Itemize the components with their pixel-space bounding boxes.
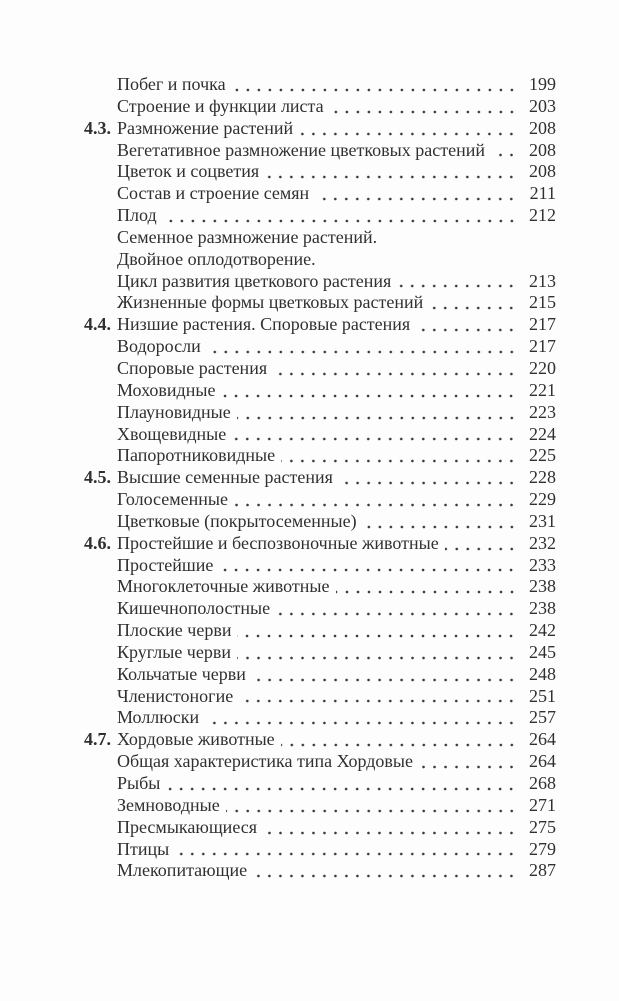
toc-section-number: [84, 249, 117, 271]
toc-entry-title: Земноводные: [117, 794, 220, 815]
toc-entry-title: Споровые растения: [117, 357, 268, 378]
toc-entry-title: Плауновидные: [117, 401, 231, 422]
toc-entry: [84, 227, 556, 249]
toc-list: [84, 74, 556, 882]
toc-entry: [84, 576, 556, 598]
toc-page-number: 208: [529, 139, 556, 160]
leader-dots-icon: [175, 839, 520, 861]
toc-page-number: 268: [529, 773, 556, 793]
toc-page-number: 228: [529, 467, 556, 488]
leader-dots-icon: [397, 271, 520, 293]
toc-section-number: [84, 860, 117, 882]
toc-section-number: [84, 489, 117, 511]
toc-entry: [84, 336, 556, 358]
toc-section-number: 4.4.: [84, 314, 111, 335]
toc-entry-title: Цветок и соцветия: [117, 161, 260, 182]
toc-entry: [84, 555, 556, 577]
toc-page-number: 229: [529, 489, 556, 510]
toc-section-number: [84, 183, 117, 205]
toc-section-number: [84, 445, 117, 467]
toc-section-number: [84, 817, 117, 839]
toc-entry-title: Моховидные: [117, 379, 216, 400]
toc-entry: [84, 161, 556, 183]
leader-dots-icon: [336, 576, 520, 598]
toc-page-number: 213: [529, 270, 556, 291]
leader-dots-icon: [232, 74, 520, 96]
toc-entry-title: Состав и строение семян: [117, 183, 310, 204]
leader-dots-icon: [205, 707, 520, 729]
toc-entry: [84, 74, 556, 96]
leader-dots-icon: [445, 533, 520, 555]
toc-page-number: 248: [529, 663, 556, 684]
toc-entry-title: Плод: [117, 205, 157, 226]
toc-section-number: [84, 74, 117, 96]
toc-entry: [84, 642, 556, 664]
toc-section-number: [84, 96, 117, 118]
toc-entry-title: Голосеменные: [117, 489, 228, 510]
toc-entry-title: Млекопитающие: [117, 860, 248, 881]
toc-entry: [84, 707, 556, 729]
toc-section-number: [84, 839, 117, 861]
leader-dots-icon: [253, 860, 520, 882]
toc-entry-title: Многоклеточные животные: [117, 576, 330, 597]
toc-entry-title: Хордовые животные: [117, 729, 275, 750]
leader-dots-icon: [383, 227, 520, 249]
toc-section-number: [84, 140, 117, 162]
toc-entry: [84, 445, 556, 467]
leader-dots-icon: [237, 402, 520, 424]
toc-entry: [84, 358, 556, 380]
toc-section-number: [84, 686, 117, 708]
toc-page-number: 208: [529, 161, 556, 182]
leader-dots-icon: [219, 555, 520, 577]
toc-entry: [84, 140, 556, 162]
toc-section-number: [84, 402, 117, 424]
toc-entry: [84, 402, 556, 424]
toc-page-number: 242: [529, 620, 556, 641]
toc-page-number: 212: [529, 205, 556, 226]
toc-entry: [84, 467, 556, 489]
leader-dots-icon: [265, 161, 520, 183]
toc-entry: [84, 205, 556, 227]
toc-page-number: 275: [529, 816, 556, 837]
leader-dots-icon: [232, 424, 520, 446]
toc-section-number: [84, 336, 117, 358]
toc-entry-title: Размножение растений: [117, 117, 294, 138]
toc-page-number: 232: [529, 532, 556, 553]
toc-entry-title: Общая характеристика типа Хордовые: [117, 751, 413, 772]
leader-dots-icon: [207, 336, 520, 358]
toc-entry-title: Хвощевидные: [117, 423, 227, 444]
toc-page-number: 225: [529, 445, 556, 466]
toc-page-number: 245: [529, 641, 556, 662]
toc-entry-title: Цикл развития цветкового растения: [117, 270, 392, 291]
toc-entry: [84, 598, 556, 620]
toc-entry: [84, 839, 556, 861]
toc-page-number: [522, 227, 556, 249]
leader-dots-icon: [263, 817, 520, 839]
leader-dots-icon: [281, 445, 520, 467]
toc-section-number: [84, 292, 117, 314]
toc-entry: [84, 729, 556, 751]
leader-dots-icon: [491, 140, 520, 162]
toc-entry-title: Рыбы: [117, 773, 161, 793]
leader-dots-icon: [419, 751, 520, 773]
leader-dots-icon: [416, 314, 520, 336]
toc-entry-title: Водоросли: [117, 336, 201, 357]
toc-page-number: [522, 249, 556, 271]
toc-entry: [84, 249, 556, 271]
toc-section-number: [84, 555, 117, 577]
toc-section-number: 4.7.: [84, 729, 111, 750]
toc-entry-title: Кольчатые черви: [117, 663, 246, 684]
leader-dots-icon: [163, 205, 520, 227]
toc-entry-title: Семенное размножение растений.: [117, 226, 378, 247]
toc-page-number: 208: [529, 117, 556, 138]
toc-entry: [84, 96, 556, 118]
toc-section-number: [84, 227, 117, 249]
toc-entry-title: Вегетативное размножение цветковых растений: [117, 139, 485, 160]
toc-page-number: 264: [529, 729, 556, 750]
toc-entry: [84, 795, 556, 817]
toc-section-number: [84, 424, 117, 446]
toc-entry: [84, 773, 556, 795]
toc-entry: [84, 751, 556, 773]
toc-section-number: 4.5.: [84, 467, 111, 488]
leader-dots-icon: [273, 358, 520, 380]
toc-entry-title: Побег и почка: [117, 74, 226, 94]
toc-entry-title: Цветковые (покрытосеменные): [117, 510, 357, 531]
toc-page-number: 224: [529, 423, 556, 444]
toc-section-number: [84, 751, 117, 773]
toc-entry: [84, 292, 556, 314]
toc-page-number: 199: [529, 74, 556, 94]
toc-entry-title: Птицы: [117, 838, 170, 859]
toc-entry-title: Низшие растения. Споровые растения: [117, 314, 411, 335]
toc-section-number: [84, 576, 117, 598]
toc-entry-title: Простейшие: [117, 554, 214, 575]
toc-entry-title: Двойное оплодотворение.: [117, 248, 316, 269]
toc-entry: [84, 817, 556, 839]
toc-entry: [84, 511, 556, 533]
toc-entry: [84, 380, 556, 402]
toc-section-number: [84, 598, 117, 620]
toc-page-number: 271: [529, 794, 556, 815]
toc-entry: [84, 424, 556, 446]
leader-dots-icon: [299, 118, 520, 140]
toc-section-number: [84, 664, 117, 686]
toc-page-number: 211: [529, 183, 556, 204]
toc-page-number: 203: [529, 95, 556, 116]
toc-entry-title: Членистоногие: [117, 685, 234, 706]
leader-dots-icon: [221, 380, 520, 402]
toc-entry-title: Высшие семенные растения: [117, 467, 333, 488]
toc-entry: [84, 533, 556, 555]
toc-page-number: 221: [529, 379, 556, 400]
toc-page-number: 223: [529, 401, 556, 422]
toc-entry-title: Кишечнополостные: [117, 598, 271, 619]
toc-page-number: 217: [529, 314, 556, 335]
toc-section-number: [84, 707, 117, 729]
leader-dots-icon: [239, 686, 520, 708]
toc-entry: [84, 664, 556, 686]
toc-entry: [84, 118, 556, 140]
toc-page-number: 233: [529, 554, 556, 575]
toc-entry: [84, 620, 556, 642]
toc-entry: [84, 686, 556, 708]
toc-section-number: [84, 511, 117, 533]
toc-section-number: [84, 205, 117, 227]
leader-dots-icon: [226, 795, 520, 817]
toc-entry: [84, 860, 556, 882]
leader-dots-icon: [237, 642, 520, 664]
leader-dots-icon: [429, 292, 520, 314]
toc-entry-title: Плоские черви: [117, 620, 232, 641]
toc-section-number: 4.3.: [84, 117, 111, 138]
toc-entry-title: Пресмыкающиеся: [117, 816, 258, 837]
toc-section-number: [84, 380, 117, 402]
leader-dots-icon: [363, 511, 520, 533]
toc-entry-title: Простейшие и беспозвоночные животные: [117, 532, 439, 553]
toc-page-number: 220: [529, 357, 556, 378]
leader-dots-icon: [330, 96, 520, 118]
leader-dots-icon: [237, 620, 520, 642]
toc-entry: [84, 271, 556, 293]
toc-section-number: [84, 773, 117, 795]
toc-section-number: [84, 642, 117, 664]
leader-dots-icon: [276, 598, 520, 620]
toc-entry-title: Папоротниковидные: [117, 445, 276, 466]
toc-section-number: [84, 161, 117, 183]
toc-entry-title: Круглые черви: [117, 641, 231, 662]
leader-dots-icon: [166, 773, 520, 795]
leader-dots-icon: [315, 183, 520, 205]
toc-entry: [84, 489, 556, 511]
leader-dots-icon: [234, 489, 520, 511]
leader-dots-icon: [322, 249, 520, 271]
toc-section-number: [84, 795, 117, 817]
toc-page-number: 231: [529, 510, 556, 531]
toc-section-number: [84, 620, 117, 642]
toc-page-number: 257: [529, 707, 556, 728]
toc-entry-title: Жизненные формы цветковых растений: [117, 292, 424, 313]
toc-entry: [84, 314, 556, 336]
toc-page-number: 251: [529, 685, 556, 706]
toc-page-number: 238: [529, 576, 556, 597]
toc-section-number: [84, 271, 117, 293]
toc-page-number: 217: [529, 336, 556, 357]
leader-dots-icon: [252, 664, 520, 686]
toc-entry-title: Строение и функции листа: [117, 95, 324, 116]
toc-page-number: 287: [529, 860, 556, 881]
toc-page-number: 238: [529, 598, 556, 619]
leader-dots-icon: [281, 729, 520, 751]
toc-entry: [84, 183, 556, 205]
toc-section-number: [84, 358, 117, 380]
toc-page-number: 215: [529, 292, 556, 313]
toc-page-number: 264: [529, 751, 556, 772]
toc-section-number: 4.6.: [84, 532, 111, 553]
toc-entry-title: Моллюски: [117, 707, 200, 728]
toc-page-number: 279: [529, 838, 556, 859]
leader-dots-icon: [339, 467, 520, 489]
